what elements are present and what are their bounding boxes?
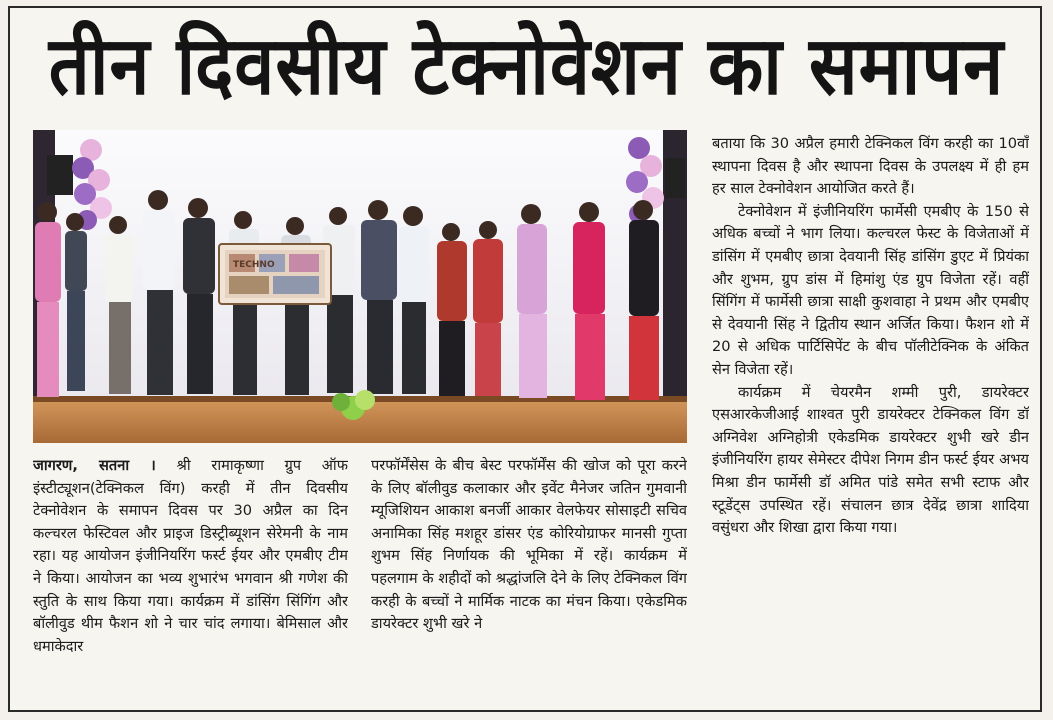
column-1-text: श्री रामाकृष्णा ग्रुप ऑफ इंस्टीट्यूशन(टेक्निकल विंग) करही में तीन दिवसीय टेक्नोवेशन के समापन दिवस पर 30 अप्रैल का दिन कल्चरल फेस्टिवल और प्राइज डिस्ट्रीब्यूशन सेरेमनी के नाम रहा। यह आयोजन इंजीनियरिंग फर्स्ट ईयर और एमबीए टीम ने किया। आयोजन का भव्य शुभारंभ भगवान श्री गणेश की स्तुति के साथ किया गया। कार्यक्रम में डांसिंग सिंगिंग और बॉलीवुड थीम फैशन शो ने चार चांद लगाया। बेमिसाल और धमाकेदार xyxy=(33,457,348,655)
event-photo-illustration xyxy=(33,130,687,443)
column-2-text: परफॉर्मेंसेस के बीच बेस्ट परफॉर्मेंस की खोज को पूरा करने के लिए बॉलीवुड कलाकार और इवेंट मैनेजर जतिन गुमवानी म्यूजिशियन आकाश बनर्जी आकार वेलफेयर सोसाइटी सचिव अनामिका सिंह मशहूर डांसर एंड कोरियोग्राफर मानसी गुप्ता शुभम सिंह निर्णायक की भूमिका में रहें। कार्यक्रम में पहलगाम के शहीदों को श्रद्धांजलि देने के लिए टेक्निकल विंग करही के बच्चों ने मार्मिक नाटक का मंचन किया। एकेडमिक डायरेक्टर शुभी खरे ने xyxy=(371,457,687,633)
column-3-paragraph-2: टेक्नोवेशन में इंजीनियरिंग फार्मेसी एमबीए के 150 से अधिक बच्चों ने भाग लिया। कल्चरल फेस्ट के विजेताओं में डांसिंग में एमबीए छात्रा देवयानी सिंह डांसिंग डुएट में प्रियंका और शुभम, ग्रुप डांस में हिमांशु एंड ग्रुप विजेता रहें। वहीं सिंगिंग में फार्मेसी छात्रा साक्षी कुशवाहा ने प्रथम और एमबीए से देवयानी सिंह ने द्वितीय स्थान अर्जित किया। फैशन शो में 20 से अधिक पार्टिसिपेंट के बीच पॉलीटेक्निक के अंकित सेन विजेता रहें। xyxy=(712,202,1029,378)
dateline: जागरण, सतना । xyxy=(33,457,156,474)
article-column-3 xyxy=(712,133,1029,698)
award-board-text: TECHNO xyxy=(233,260,275,270)
column-3-paragraph-3: कार्यक्रम में चेयरमैन शम्मी पुरी, डायरेक्टर एसआरकेजीआई शाश्वत पुरी डायरेक्टर टेक्निकल विंग डॉ अग्निवेश अग्निहोत्री एकेडमिक डायरेक्टर शुभी खरे डीन इंजीनियरिंग हायर सेमेस्टर दीपेश निगम डीन फर्स्ट ईयर अभय मिश्रा डीन फार्मेसी डॉ अमित पांडे समेत सभी स्टाफ और स्टूडेंट्स उपस्थित रहें। संचालन छात्र देवेंद्र छात्रा शादिया वसुंधरा और शिखा द्वारा किया गया। xyxy=(712,383,1029,537)
headline: तीन दिवसीय टेक्नोवेशन का समापन xyxy=(48,17,1005,112)
event-photo xyxy=(33,130,687,443)
column-3-paragraph-1: बताया कि 30 अप्रैल हमारी टेक्निकल विंग करही का 10वाँ स्थापना दिवस है और स्थापना दिवस के उपलक्ष्य में ही हम हर साल टेक्नोवेशन आयोजित करते हैं। xyxy=(712,135,1029,198)
article-column-1 xyxy=(33,455,348,695)
award-board xyxy=(219,244,331,304)
article-column-2 xyxy=(371,455,687,695)
